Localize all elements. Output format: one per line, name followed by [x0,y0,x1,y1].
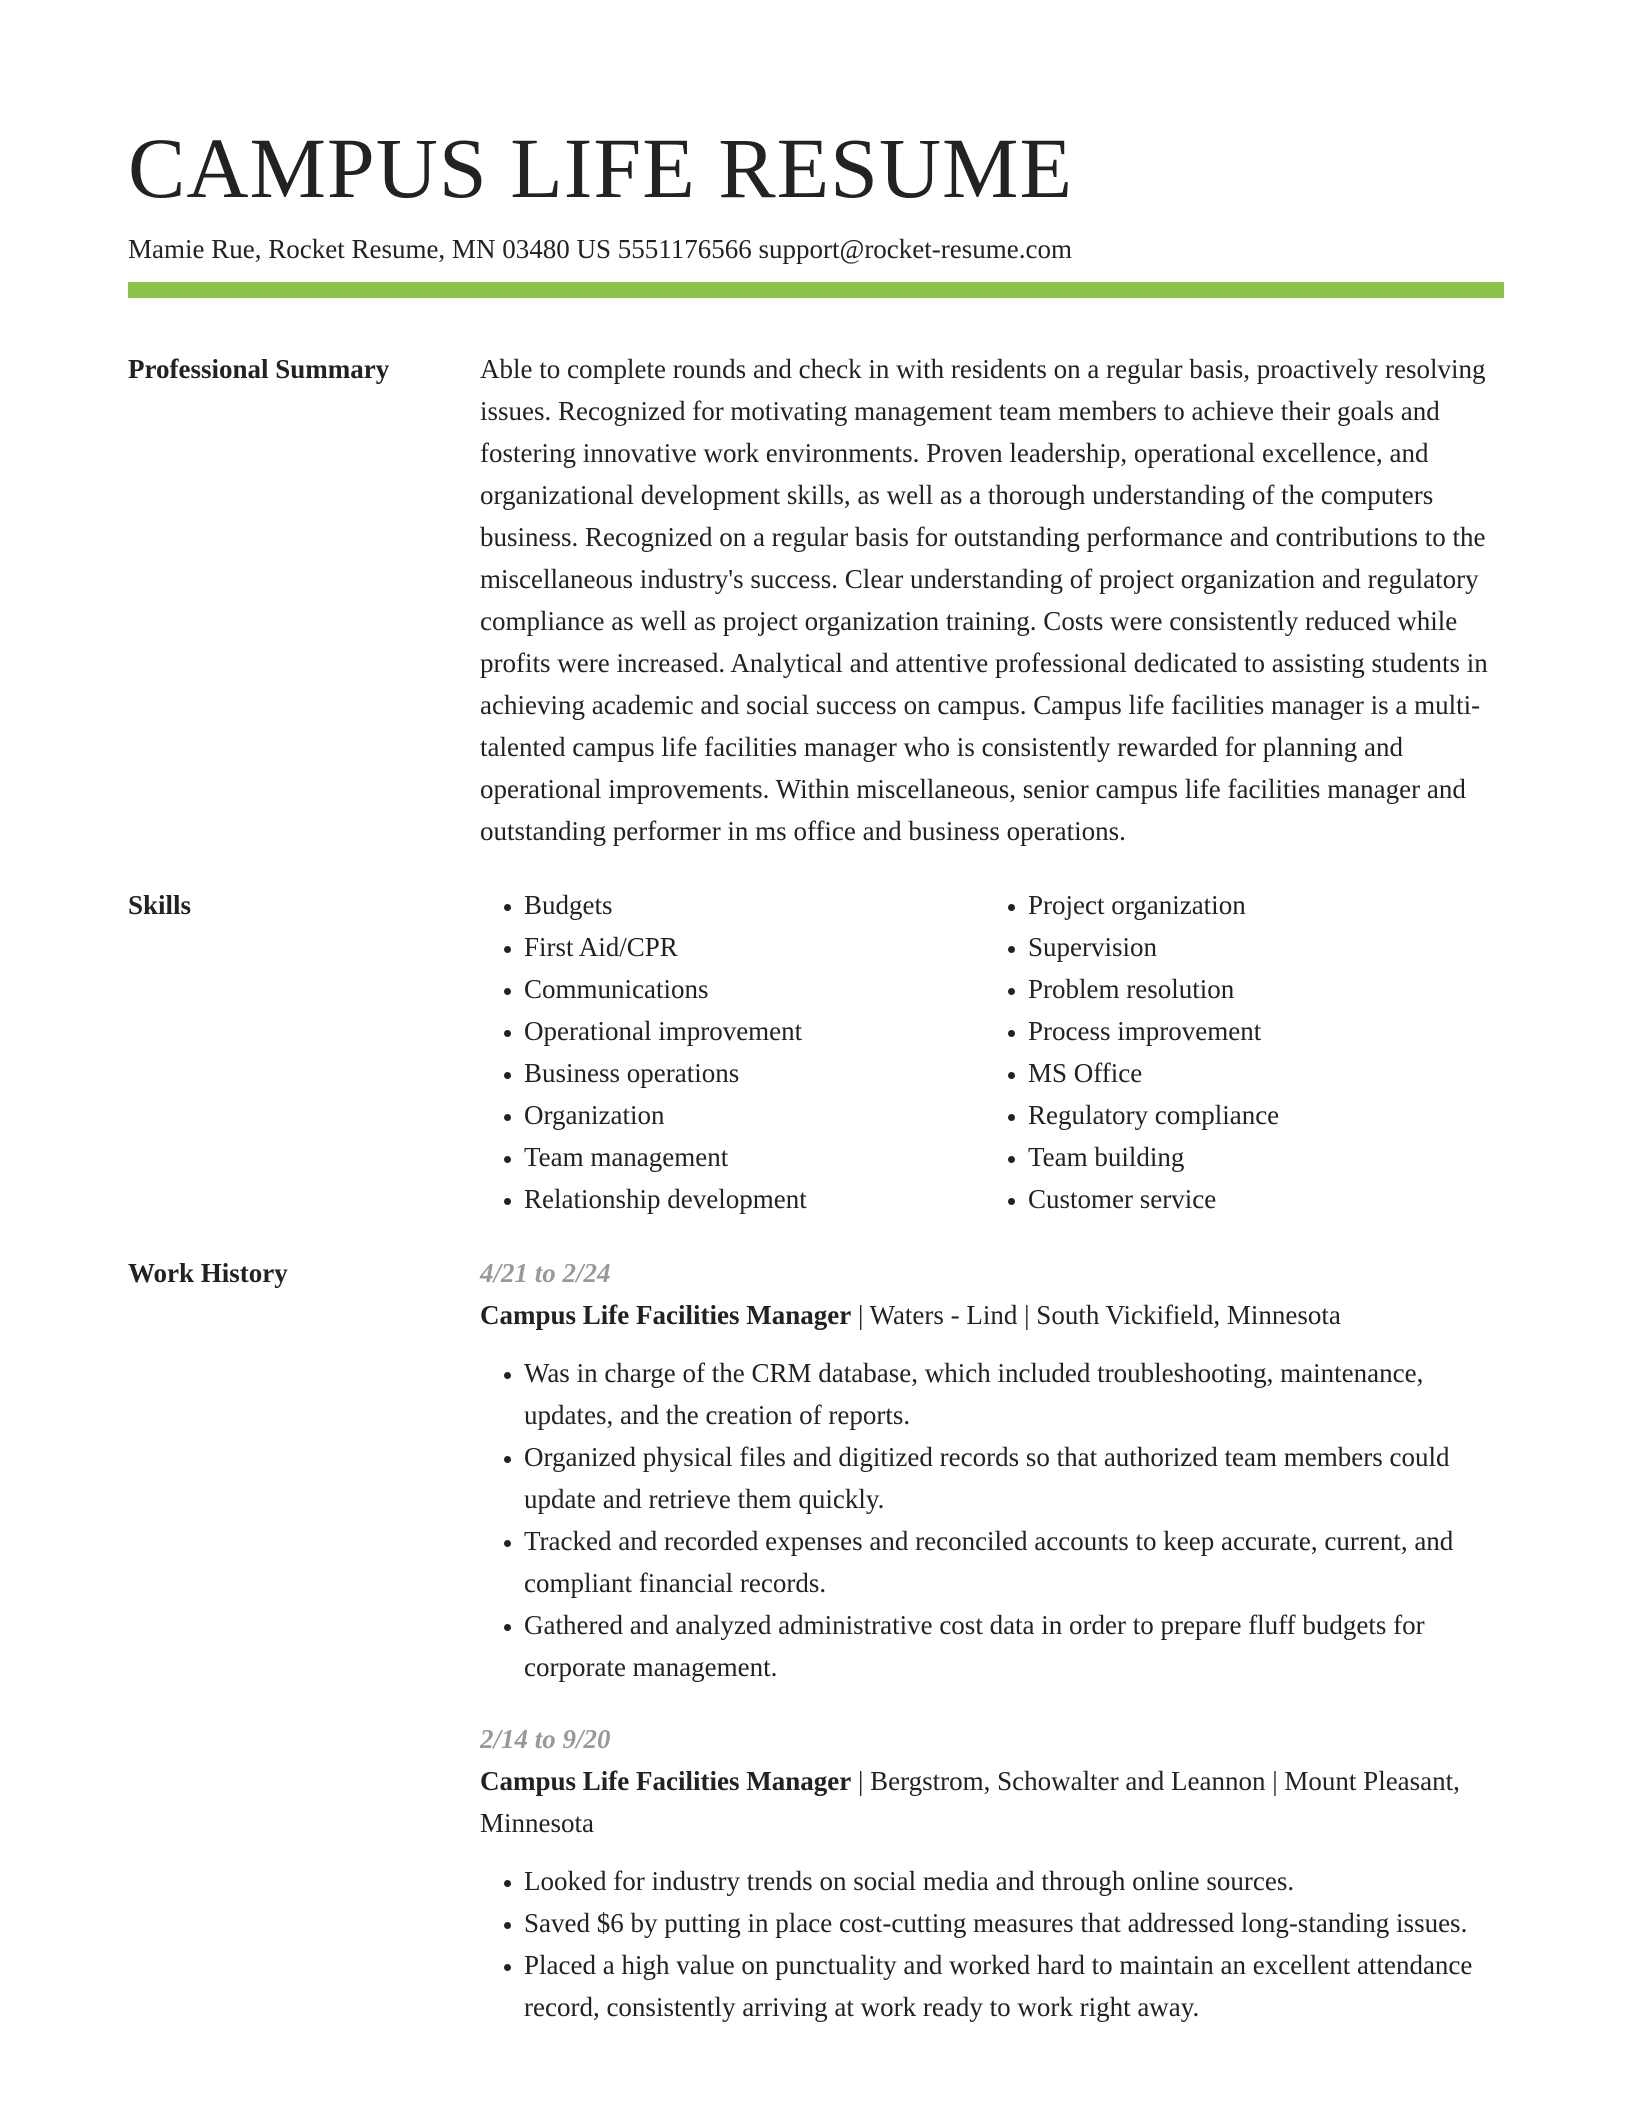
job-title: Campus Life Facilities Manager [480,1766,852,1796]
job-bullet: • Gathered and analyzed administrative cost data in order to prepare fluff budgets for corporate management. [524,1604,1504,1688]
skills-section [128,884,1504,1220]
page-title: CAMPUS LIFE RESUME [128,120,1074,216]
job-bullets [480,1860,1504,2028]
skill-item: • Organization [524,1094,984,1136]
skill-item: • First Aid/CPR [524,926,984,968]
skill-item: • Relationship development [524,1178,984,1220]
work-history-content [480,1252,1504,2058]
skill-item: • Process improvement [1028,1010,1488,1052]
skill-item: • Business operations [524,1052,984,1094]
resume-page [128,0,1504,2058]
skill-item: • Customer service [1028,1178,1488,1220]
work-history-label: Work History [128,1258,288,1288]
skills-list-right [984,884,1488,1220]
skills-list-left [480,884,984,1220]
job-date: 2/14 to 9/20 [480,1724,611,1754]
job-bullet: • Placed a high value on punctuality and worked hard to maintain an excellent attendance record, consistently arriving at work ready to work right away. [524,1944,1504,2028]
job-title: Campus Life Facilities Manager [480,1300,852,1330]
summary-section [128,348,1504,852]
summary-text: Able to complete rounds and check in with residents on a regular basis, proactively resolving issues. Recognized for motivating management team members to achieve their goals and fostering innovative work environments. Proven leadership, operational excellence, and organizational development skills, as well as a thorough understanding of the computers business. Recognized on a regular basis for outstanding performance and contributions to the miscellaneous industry's success. Clear understanding of project organization and regulatory compliance as well as project organization training. Costs were consistently reduced while profits were increased. Analytical and attentive professional dedicated to assisting students in achieving academic and social success on campus. Campus life facilities manager is a multi-talented campus life facilities manager who is consistently rewarded for planning and operational improvements. Within miscellaneous, senior campus life facilities manager and outstanding performer in ms office and business operations. [480,354,1488,846]
skill-item: • Communications [524,968,984,1010]
skills-columns [480,884,1504,1220]
job-bullets [480,1352,1504,1688]
skill-item: • Team management [524,1136,984,1178]
job-bullet: • Organized physical files and digitized records so that authorized team members could update and retrieve them quickly. [524,1436,1504,1520]
job-details: | Waters - Lind | South Vickifield, Minnesota [851,1300,1341,1330]
job-bullet: • Was in charge of the CRM database, which included troubleshooting, maintenance, updates, and the creation of reports. [524,1352,1504,1436]
job-heading [480,1760,1504,1844]
job-bullet: • Tracked and recorded expenses and reconciled accounts to keep accurate, current, and compliant financial records. [524,1520,1504,1604]
work-history-section [128,1252,1504,2058]
summary-label: Professional Summary [128,354,390,384]
accent-divider [128,282,1504,298]
skill-item: • Operational improvement [524,1010,984,1052]
job-bullet: • Looked for industry trends on social media and through online sources. [524,1860,1504,1902]
job-entry [480,1718,1504,2028]
job-heading [480,1294,1504,1336]
skills-label: Skills [128,890,192,920]
job-date: 4/21 to 2/24 [480,1258,611,1288]
skill-item: • Team building [1028,1136,1488,1178]
skill-item: • Problem resolution [1028,968,1488,1010]
skill-item: • Budgets [524,884,984,926]
skill-item: • Supervision [1028,926,1488,968]
contact-line: Mamie Rue, Rocket Resume, MN 03480 US 5551176566 support@rocket-resume.com [128,234,1072,264]
skill-item: • Project organization [1028,884,1488,926]
job-entry [480,1252,1504,1688]
job-bullet: • Saved $6 by putting in place cost-cutting measures that addressed long-standing issues. [524,1902,1504,1944]
job-details: | Bergstrom, Schowalter and Leannon | Mount Pleasant, Minnesota [480,1766,1460,1838]
skill-item: • MS Office [1028,1052,1488,1094]
skill-item: • Regulatory compliance [1028,1094,1488,1136]
